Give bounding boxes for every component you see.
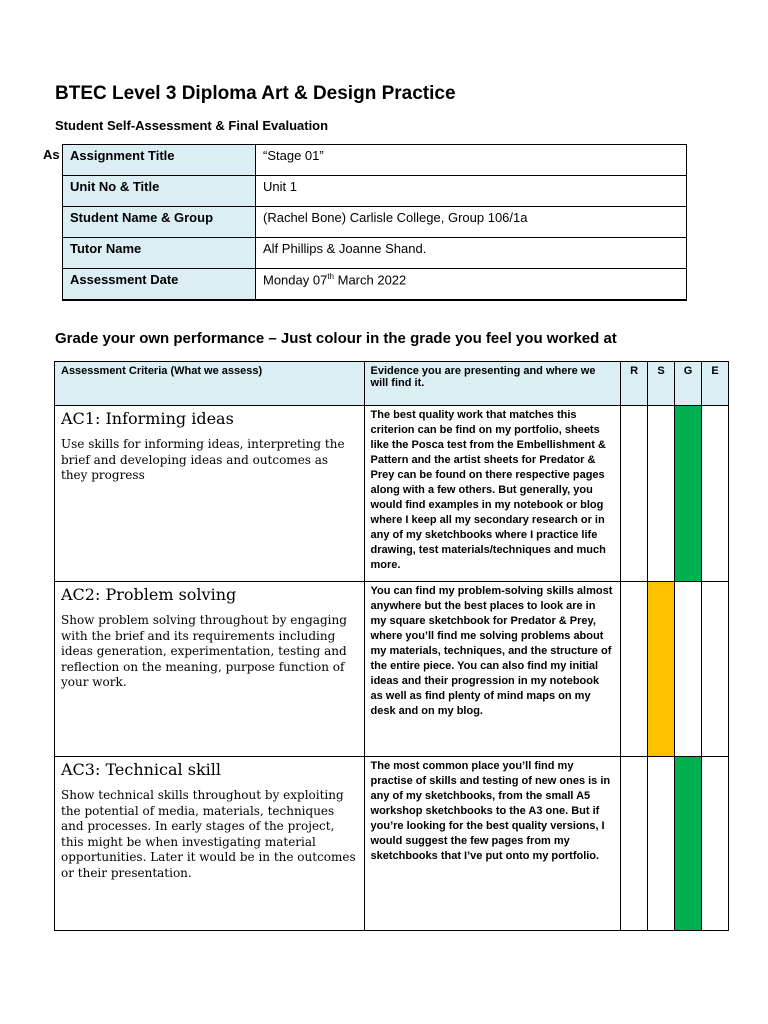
grade-cell-e[interactable]	[702, 582, 729, 757]
evidence-header: Evidence you are presenting and where we will find it.	[364, 362, 621, 406]
grade-cell-r[interactable]	[621, 582, 648, 757]
assessment-grid	[54, 361, 729, 931]
info-label: Assignment Title	[63, 145, 256, 176]
grade-cell-s[interactable]	[648, 757, 675, 931]
grade-cell-e[interactable]	[702, 757, 729, 931]
document-title: BTEC Level 3 Diploma Art & Design Practice	[55, 83, 456, 104]
info-row-tutor	[63, 238, 687, 269]
info-value[interactable]	[256, 269, 687, 300]
date-suffix: March 2022	[334, 272, 407, 288]
as-label: As	[43, 147, 60, 162]
date-ordinal: th	[327, 272, 334, 281]
grade-header-s: S	[648, 362, 675, 406]
grade-cell-e[interactable]	[702, 406, 729, 582]
assignment-info-table	[62, 144, 687, 301]
grade-cell-g-selected[interactable]	[675, 757, 702, 931]
criteria-description: Show technical skills throughout by exploiting the potential of media, materials, techniques and processes. In early stages of the project, this might be when investigating material opportunities. Later it would be in the outcomes or their presentation.	[61, 788, 356, 880]
criteria-description: Use skills for informing ideas, interpreting the brief and developing ideas and outcomes as they progress	[61, 437, 345, 482]
grade-header-g: G	[675, 362, 702, 406]
info-label: Assessment Date	[63, 269, 256, 300]
grid-header-row	[55, 362, 729, 406]
info-value[interactable]: (Rachel Bone) Carlisle College, Group 106/1a	[256, 207, 687, 238]
grade-instructions: Grade your own performance – Just colour in the grade you feel you worked at	[55, 330, 617, 347]
evidence-cell[interactable]: You can find my problem-solving skills almost anywhere but the best places to look are in my square sketchbook for Predator & Prey, where you’ll find me solving problems about my materials, techniques, and the structure of the entire piece. You can also find my initial ideas and their progression in my notebook as well as find plenty of mind maps on my desk and on my blog.	[364, 582, 621, 757]
criteria-cell	[55, 757, 365, 931]
evidence-cell[interactable]: The best quality work that matches this criterion can be find on my portfolio, sheets like the Posca test from the Embellishment & Pattern and the artist sheets for Predator & Prey can be found on there respective pages along with a few others. But generally, you would find examples in my notebook or blog where I keep all my secondary research or in any of my sketchbooks where I practice life drawing, test materials/techniques and much more.	[364, 406, 621, 582]
criteria-title: AC1: Informing ideas	[61, 409, 234, 428]
criteria-description: Show problem solving throughout by engaging with the brief and its requirements including ideas generation, experimentation, testing and reflection on the meaning, purpose function of your work.	[61, 613, 347, 689]
info-row-unit	[63, 176, 687, 207]
criteria-title: AC3: Technical skill	[61, 760, 221, 779]
info-row-assessment-date	[63, 269, 687, 300]
criteria-row-ac3	[55, 757, 729, 931]
info-label: Student Name & Group	[63, 207, 256, 238]
criteria-row-ac1	[55, 406, 729, 582]
info-row-student	[63, 207, 687, 238]
grade-cell-r[interactable]	[621, 757, 648, 931]
criteria-row-ac2	[55, 582, 729, 757]
info-value[interactable]: “Stage 01”	[256, 145, 687, 176]
grade-header-r: R	[621, 362, 648, 406]
grade-cell-g[interactable]	[675, 582, 702, 757]
grade-cell-s[interactable]	[648, 406, 675, 582]
document-subtitle: Student Self-Assessment & Final Evaluation	[55, 118, 329, 133]
criteria-header: Assessment Criteria (What we assess)	[55, 362, 365, 406]
info-label: Tutor Name	[63, 238, 256, 269]
criteria-cell	[55, 582, 365, 757]
date-prefix: Monday 07	[263, 272, 328, 288]
info-row-assignment-title	[63, 145, 687, 176]
info-value[interactable]: Alf Phillips & Joanne Shand.	[256, 238, 687, 269]
grade-cell-g-selected[interactable]	[675, 406, 702, 582]
criteria-title: AC2: Problem solving	[61, 585, 237, 604]
grade-cell-r[interactable]	[621, 406, 648, 582]
evidence-cell[interactable]: The most common place you’ll find my practise of skills and testing of new ones is in any of my sketchbooks, from the small A5 workshop sketchbooks to the A3 one. But if you’re looking for the best quality versions, I would suggest the few pages from my sketchbooks that I’ve put onto my portfolio.	[364, 757, 621, 931]
info-label: Unit No & Title	[63, 176, 256, 207]
info-value[interactable]: Unit 1	[256, 176, 687, 207]
criteria-cell	[55, 406, 365, 582]
grade-cell-s-selected[interactable]	[648, 582, 675, 757]
grade-header-e: E	[702, 362, 729, 406]
